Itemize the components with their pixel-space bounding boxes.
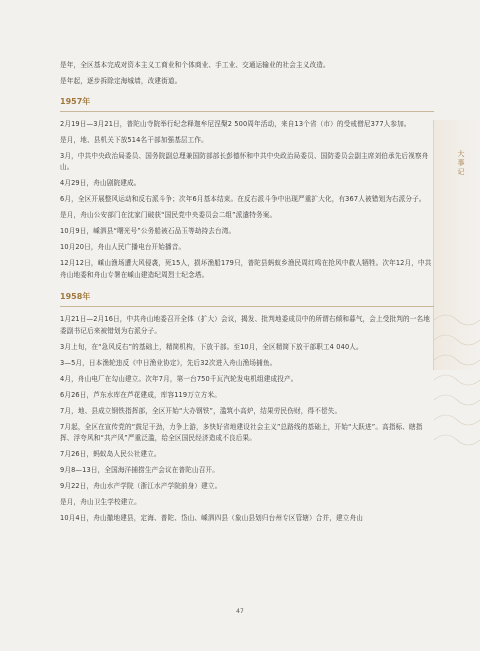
entry: 7月26日，蚂蚁岛人民公社建立。: [60, 450, 161, 458]
entry: 10月4日，舟山撤地建县，定海、普陀、岱山、嵊泗四县（象山县划归台州专区管辖）合并，建立舟山: [60, 514, 364, 522]
entry: 是月，舟山卫生学校建立。: [60, 498, 141, 506]
entry: 12月12日，嵊山渔场遭大风侵袭，死15人，损坏渔船179只，普陀县蚂蚁乡渔民周红鸣在抢风中救人牺牲。次年12月，中共舟山地委和舟山专署在嵊山建造纪周烈士纪念塔。: [60, 259, 432, 279]
entry: 9月8—13日，全国海洋捕捞生产会议在普陀山召开。: [60, 466, 219, 474]
entry: 1月21日—2月16日，中共舟山地委召开全体（扩大）会议，揭发、批判地委成员中的所谓右倾和暮气，会上受批判的一名地委副书记后来被错划为右派分子。: [60, 315, 430, 335]
entry: 6月，全区开展整风运动和反右派斗争；次年6月基本结束。在反右派斗争中出现严重扩大化，有367人被错划为右派分子。: [60, 195, 426, 203]
entry: 3—5月，日本渔轮违反《中日渔业协定》，先后32次进入舟山渔场捕鱼。: [60, 358, 277, 367]
intro-line-1: 是年，全区基本完成对资本主义工商业和个体商业、手工业、交通运输业的社会主义改造。: [60, 61, 330, 69]
entry: 3月上旬，在“急风反右”的基础上，精简机构，下放干部。至10月，全区精简下放干部职工4 040人。: [60, 342, 363, 351]
intro-line-2: 是年起，逐步拆除定海城墙，改建街道。: [60, 77, 182, 85]
entry: 7月，地、县成立钢铁指挥部，全区开始“大办钢铁”，滥筑小高炉，结果劳民伤财，得不偿失。: [60, 406, 342, 415]
page-number: 47: [236, 608, 244, 615]
entry: 10月20日，舟山人民广播电台开始播音。: [60, 243, 186, 251]
section-divider: [60, 111, 434, 112]
entry: 2月19日—3月21日，普陀山寺院举行纪念释迦牟尼涅槃2 500周年活动，来自13个省（市）的受戒僧尼377人参加。: [60, 119, 411, 128]
section-1957: [60, 96, 434, 282]
section-divider: [60, 306, 434, 307]
entry: 3月，中共中央政治局委员、国务院副总理兼国防部部长彭德怀和中共中央政治局委员、国防委员会副主席刘伯承先后视察舟山。: [60, 151, 429, 171]
entry: 6月26日，芦东水库在芦花建成，库容119万立方米。: [60, 390, 221, 399]
entry: 7月起，全区在宣传党的“鼓足干劲，力争上游，多快好省地建设社会主义”总路线的基础上，开始“大跃进”。高指标、瞎指挥、浮夸风和“共产风”严重泛滥，给全区国民经济造成不良后果。: [60, 422, 423, 442]
year-heading: 1958年: [60, 292, 91, 301]
entry: 9月22日，舟山水产学院（浙江水产学院前身）建立。: [60, 482, 222, 490]
entry: 10月9日，嵊泗县“曙光号”公务船被石品玉等劫持去台湾。: [60, 227, 236, 235]
entry: 是月，地、县机关下放514名干部加强基层工作。: [60, 135, 208, 144]
section-1958: [60, 291, 434, 525]
main-text: [60, 60, 434, 529]
chapter-title: 大事记: [457, 150, 465, 177]
wave-decoration: [434, 300, 480, 460]
entry: 是月，舟山公安部门在沈家门破获“国民党中央委员会二组”派遣特务案。: [60, 211, 277, 219]
entry: 4月29日，舟山剧院建成。: [60, 179, 141, 187]
year-heading: 1957年: [60, 96, 91, 106]
entry: 4月，舟山电厂在勾山建立。次年7月，第一台750千瓦汽轮发电机组建成投产。: [60, 374, 298, 383]
